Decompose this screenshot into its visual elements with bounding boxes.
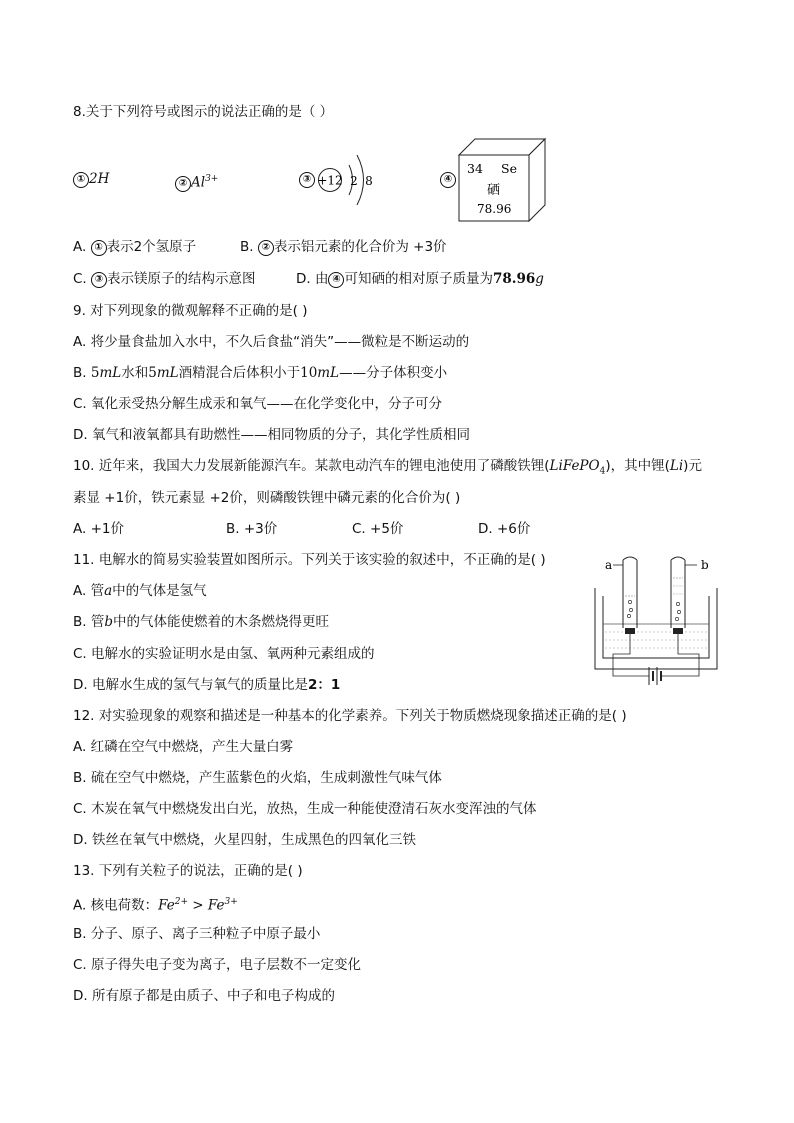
atom-structure-diagram bbox=[314, 145, 384, 215]
q13-option-b[interactable]: B. 分子、原子、离子三种粒子中原子最小 bbox=[73, 926, 321, 942]
circled-number-2: ② bbox=[258, 240, 274, 256]
q12-option-c[interactable]: C. 木炭在氧气中燃烧发出白光，放热，生成一种能使澄清石灰水变浑浊的气体 bbox=[73, 801, 537, 817]
q11-option-c[interactable]: C. 电解水的实验证明水是由氢、氧两种元素组成的 bbox=[73, 646, 375, 662]
q11-option-b[interactable]: B. 管b中的气体能使燃着的木条燃烧得更旺 bbox=[73, 614, 330, 630]
label-a: a bbox=[605, 558, 613, 572]
q11-option-a[interactable]: A. 管a中的气体是氢气 bbox=[73, 583, 207, 599]
q9-option-a[interactable]: A. 将少量食盐加入水中，不久后食盐“消失”——微粒是不断运动的 bbox=[73, 334, 470, 350]
bubble bbox=[628, 600, 631, 603]
q12-stem: 12. 对实验现象的观察和描述是一种基本的化学素养。下列关于物质燃烧现象描述正确的是( ) bbox=[73, 708, 627, 724]
bubble bbox=[677, 610, 680, 613]
q13-option-c[interactable]: C. 原子得失电子变为离子，电子层数不一定变化 bbox=[73, 957, 362, 973]
circled-number-4: ④ bbox=[440, 172, 456, 188]
circled-number-3: ③ bbox=[91, 272, 107, 288]
q12-option-a[interactable]: A. 红磷在空气中燃烧，产生大量白雾 bbox=[73, 739, 294, 755]
shell2-electrons: 8 bbox=[365, 174, 373, 188]
q8-figure-1 bbox=[73, 170, 109, 188]
tube-a bbox=[623, 560, 637, 628]
electron-shell-arc-2 bbox=[357, 155, 364, 205]
q11-option-d[interactable]: D. 电解水生成的氢气与氧气的质量比是2：1 bbox=[73, 677, 341, 693]
bubble bbox=[675, 617, 678, 620]
q11-stem: 11. 电解水的简易实验装置如图所示。下列关于该实验的叙述中，不正确的是( ) bbox=[73, 552, 546, 568]
q10-stem-line2: 素显 +1价，铁元素显 +2价，则磷酸铁锂中磷元素的化合价为( ) bbox=[73, 490, 461, 506]
bubble bbox=[627, 614, 630, 617]
q12-option-b[interactable]: B. 硫在空气中燃烧，产生蓝紫色的火焰，生成刺激性气味气体 bbox=[73, 770, 442, 786]
element-symbol: Se bbox=[501, 161, 517, 176]
q10-option-c[interactable]: C. +5价 bbox=[352, 521, 404, 537]
element-cell-diagram bbox=[455, 135, 550, 225]
formula-2h: 2H bbox=[89, 171, 110, 187]
q8-option-c[interactable]: C. ③ 表示镁原子的结构示意图 bbox=[73, 271, 256, 287]
element-atomic-mass: 78.96 bbox=[477, 202, 512, 216]
tube-a-top bbox=[623, 557, 637, 560]
q10-option-a[interactable]: A. +1价 bbox=[73, 521, 124, 537]
q9-option-b[interactable]: B. 5mL水和5mL酒精混合后体积小于10mL——分子体积变小 bbox=[73, 365, 448, 381]
nucleus-charge: +12 bbox=[317, 173, 343, 188]
q9-stem: 9. 对下列现象的微观解释不正确的是( ) bbox=[73, 303, 308, 319]
q8-option-a[interactable]: A. ① 表示2个氢原子 bbox=[73, 239, 197, 255]
q8-stem: 8.关于下列符号或图示的说法正确的是（ ） bbox=[73, 104, 334, 120]
element-atomic-number: 34 bbox=[467, 161, 483, 176]
electrode-a bbox=[625, 628, 635, 634]
q10-option-d[interactable]: D. +6价 bbox=[478, 521, 531, 537]
electrolysis-apparatus-diagram bbox=[585, 552, 725, 692]
q9-option-c[interactable]: C. 氧化汞受热分解生成汞和氧气——在化学变化中，分子可分 bbox=[73, 396, 443, 412]
q8-figure-3-label bbox=[299, 170, 315, 188]
q13-stem: 13. 下列有关粒子的说法，正确的是( ) bbox=[73, 863, 303, 879]
q8-option-b[interactable]: B. ② 表示铝元素的化合价为 +3价 bbox=[240, 239, 447, 255]
bubble bbox=[676, 602, 679, 605]
element-name: 硒 bbox=[487, 183, 501, 198]
circled-number-1: ① bbox=[73, 172, 89, 188]
circled-number-2: ② bbox=[175, 176, 191, 192]
basin-inner bbox=[603, 596, 709, 658]
q10-stem-line1: 10. 近年来，我国大力发展新能源汽车。某款电动汽车的锂电池使用了磷酸铁锂(LiFePO$_4$)，其中锂(Li)元 bbox=[73, 458, 702, 477]
circled-number-4: ④ bbox=[328, 272, 344, 288]
q13-option-d[interactable]: D. 所有原子都是由质子、中子和电子构成的 bbox=[73, 988, 335, 1004]
symbol-al: Al bbox=[191, 174, 206, 191]
q12-option-d[interactable]: D. 铁丝在氧气中燃烧，火星四射，生成黑色的四氧化三铁 bbox=[73, 832, 416, 848]
label-b: b bbox=[701, 558, 709, 572]
circled-number-3: ③ bbox=[299, 172, 315, 188]
q8-figure-4-label bbox=[440, 170, 456, 188]
shell1-electrons: 2 bbox=[350, 174, 358, 188]
tube-b-top bbox=[671, 557, 685, 560]
q10-option-b[interactable]: B. +3价 bbox=[226, 521, 278, 537]
q13-option-a[interactable]: A. 核电荷数：$Fe^{2+} > Fe^{3+}$ bbox=[73, 897, 238, 914]
q8-figure-2 bbox=[175, 170, 218, 192]
circled-number-1: ① bbox=[91, 240, 107, 256]
q8-option-d[interactable]: D. 由 ④ 可知硒的相对原子质量为78.96g bbox=[296, 271, 544, 287]
bubble bbox=[629, 608, 632, 611]
charge-3plus: 3+ bbox=[205, 174, 219, 184]
q9-option-d[interactable]: D. 氧气和液氧都具有助燃性——相同物质的分子，其化学性质相同 bbox=[73, 427, 470, 443]
electrode-b bbox=[673, 628, 683, 634]
